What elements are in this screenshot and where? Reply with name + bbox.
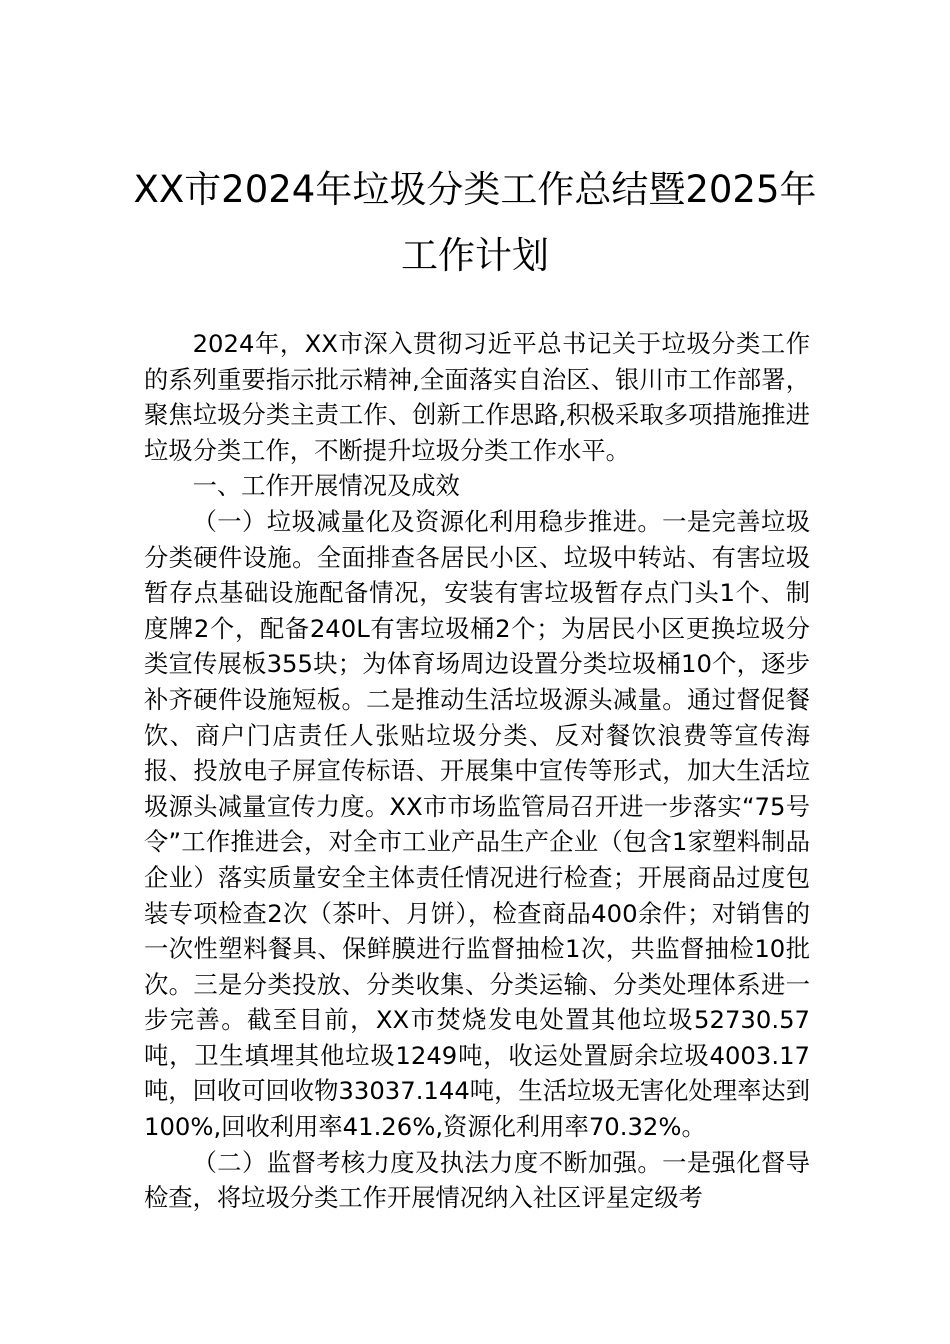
paragraph-intro: 2024年，XX市深入贯彻习近平总书记关于垃圾分类工作的系列重要指示批示精神,全面落实自治区、银川市工作部署，聚焦垃圾分类主责工作、创新工作思路,积极采取多项措施推进垃圾分类工作，不断提升垃圾分类工作水平。 — [144, 329, 810, 465]
paragraph-section-1-2: （二）监督考核力度及执法力度不断加强。一是强化督导检查，将垃圾分类工作开展情况纳入社区评星定级考 — [144, 1147, 810, 1213]
document-body — [144, 326, 810, 1216]
paragraph-section-1-1: （一）垃圾减量化及资源化利用稳步推进。一是完善垃圾分类硬件设施。全面排查各居民小区、垃圾中转站、有害垃圾暂存点基础设施配备情况，安装有害垃圾暂存点门头1个、制度牌2个，配备240L有害垃圾桶2个；为居民小区更换垃圾分类宣传展板355块；为体育场周边设置分类垃圾桶10个，逐步补齐硬件设施短板。二是推动生活垃圾源头减量。通过督促餐饮、商户门店责任人张贴垃圾分类、反对餐饮浪费等宣传海报、投放电子屏宣传标语、开展集中宣传等形式，加大生活垃圾源头减量宣传力度。XX市市场监管局召开进一步落实“75号令”工作推进会，对全市工业产品生产企业（包含1家塑料制品企业）落实质量安全主体责任情况进行检查；开展商品过度包装专项检查2次（茶叶、月饼），检查商品400余件；对销售的一次性塑料餐具、保鲜膜进行监督抽检1次，共监督抽检10批次。三是分类投放、分类收集、分类运输、分类处理体系进一步完善。截至目前，XX市焚烧发电处置其他垃圾52730.57吨，卫生填埋其他垃圾1249吨，收运处置厨余垃圾4003.17吨，回收可回收物33037.144吨，生活垃圾无害化处理率达到100%,回收利用率41.26%,资源化利用率70.32%。 — [144, 506, 810, 1142]
document-title-line-2: 工作计划 — [401, 234, 549, 277]
section-heading-1: 一、工作开展情况及成效 — [192, 471, 460, 501]
document-title-line-1: XX市2024年垃圾分类工作总结暨2025年 — [133, 168, 817, 211]
